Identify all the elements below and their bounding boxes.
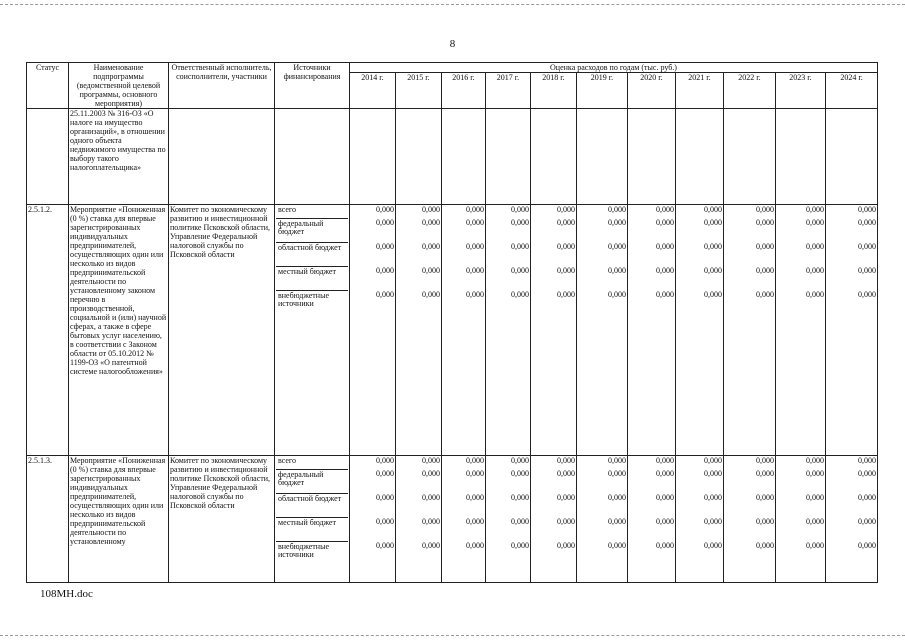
sources-list [276,456,348,582]
value-cell [396,109,442,205]
header-year: 2014 г. [350,73,396,109]
value-cell: 0,000 0,000 0,000 0,000 0,000 [531,205,577,456]
source-label: внебюджетные источники [278,541,329,559]
header-year: 2024 г. [826,73,878,109]
value-cell [826,109,878,205]
value-cell [531,109,577,205]
row-executor [169,109,275,205]
value-cell: 0,000 0,000 0,000 0,000 0,000 [350,205,396,456]
value-cell: 0,000 0,000 0,000 0,000 0,000 [826,205,878,456]
header-year: 2015 г. [396,73,442,109]
value-cell: 0,000 0,000 0,000 0,000 0,000 [531,456,577,583]
budget-table [26,62,878,583]
value-cell: 0,000 0,000 0,000 0,000 0,000 [676,456,724,583]
row-name: Мероприятие «Пониженная (0 %) ставка для впервые зарегистрированных индивидуальных предпринимателей, осуществляющих один или несколько из видов предпринимательской деятельности по установленному [69,456,169,583]
value-cell: 0,000 0,000 0,000 0,000 0,000 [442,456,486,583]
value-cell [724,109,776,205]
value-cell [577,109,628,205]
value-cell: 0,000 0,000 0,000 0,000 0,000 [628,205,676,456]
header-executor: Ответственный исполнитель, соисполнители, участники [169,63,275,109]
header-status: Статус [27,63,69,109]
value-cell: 0,000 0,000 0,000 0,000 0,000 [724,456,776,583]
source-label: внебюджетные источники [278,290,329,308]
value-cell: 0,000 0,000 0,000 0,000 0,000 [628,456,676,583]
row-executor: Комитет по экономическому развитию и инвестиционной политике Псковской области, Управление Федеральной налоговой службы по Псковской области [169,205,275,456]
value-cell: 0,000 0,000 0,000 0,000 0,000 [826,456,878,583]
row-sources [275,109,350,205]
source-label: местный бюджет [276,517,348,541]
page-number: 8 [449,38,456,50]
header-year: 2017 г. [486,73,531,109]
source-label: местный бюджет [276,266,348,290]
header-year: 2021 г. [676,73,724,109]
value-cell: 0,000 0,000 0,000 0,000 0,000 [776,456,826,583]
row-name: 25.11.2003 № 316-ОЗ «О налоге на имущество организаций», в отношении одного объекта недвижимого имущества по выбору такого налогоплательщика» [69,109,169,205]
value-cell [676,109,724,205]
header-estimate: Оценка расходов по годам (тыс. руб.) [350,63,878,73]
footer-filename: 108МН.doc [40,588,93,600]
sources-list [276,205,348,455]
row-name: Мероприятие «Пониженная (0 %) ставка для впервые зарегистрированных индивидуальных предпринимателей, осуществляющих один или несколько из видов предпринимательской деятельности по установленному законом перечню в производственной, социальной и (или) научной сферах, а также в сфере бытовых услуг населению, в соответствии с Законом области от 05.10.2012 № 1199-ОЗ «О патентной системе налогообложения» [69,205,169,456]
header-year: 2019 г. [577,73,628,109]
header-year: 2022 г. [724,73,776,109]
value-cell: 0,000 0,000 0,000 0,000 0,000 [676,205,724,456]
value-cell [628,109,676,205]
value-cell [350,109,396,205]
source-label: федеральный бюджет [276,469,348,493]
value-cell: 0,000 0,000 0,000 0,000 0,000 [776,205,826,456]
table-row-2-5-1-2 [27,205,878,456]
scan-edge-top [0,4,905,5]
source-label: федеральный бюджет [276,218,348,242]
header-year: 2016 г. [442,73,486,109]
source-label: областной бюджет [276,493,348,517]
row-status [27,109,69,205]
value-cell: 0,000 0,000 0,000 0,000 0,000 [350,456,396,583]
table-row-2-5-1-3 [27,456,878,583]
value-cell [486,109,531,205]
header-year: 2023 г. [776,73,826,109]
value-cell: 0,000 0,000 0,000 0,000 0,000 [724,205,776,456]
value-cell: 0,000 0,000 0,000 0,000 0,000 [442,205,486,456]
source-label: всего [276,456,348,469]
header-sources: Источники финансирования [275,63,350,109]
header-year: 2018 г. [531,73,577,109]
value-cell: 0,000 0,000 0,000 0,000 0,000 [396,456,442,583]
table-row-continuation [27,109,878,205]
row-status: 2.5.1.2. [27,205,69,456]
value-cell: 0,000 0,000 0,000 0,000 0,000 [577,205,628,456]
value-cell [776,109,826,205]
value-cell: 0,000 0,000 0,000 0,000 0,000 [486,205,531,456]
scan-edge-bottom [0,635,905,636]
header-year: 2020 г. [628,73,676,109]
value-cell: 0,000 0,000 0,000 0,000 0,000 [396,205,442,456]
source-label: всего [276,205,348,218]
row-status: 2.5.1.3. [27,456,69,583]
source-label: областной бюджет [276,242,348,266]
value-cell [442,109,486,205]
value-cell: 0,000 0,000 0,000 0,000 0,000 [486,456,531,583]
row-sources [275,456,350,583]
header-name: Наименование подпрограммы (ведомственной целевой программы, основного мероприятия) [69,63,169,109]
row-executor: Комитет по экономическому развитию и инвестиционной политике Псковской области, Управление Федеральной налоговой службы по Псковской области [169,456,275,583]
value-cell: 0,000 0,000 0,000 0,000 0,000 [577,456,628,583]
row-sources [275,205,350,456]
